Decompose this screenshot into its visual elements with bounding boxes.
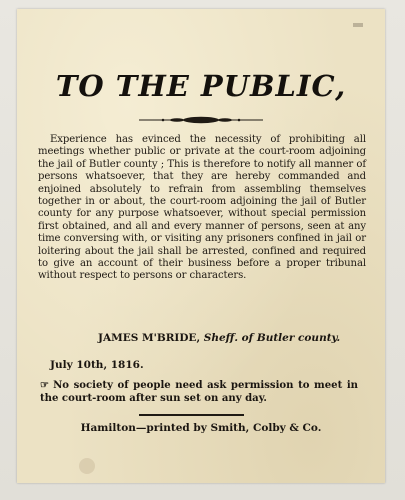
- pointing-hand-icon: ☞: [40, 380, 50, 391]
- library-stamp: [79, 458, 95, 474]
- signature-title: Sheff. of Butler county.: [203, 332, 341, 344]
- proclamation-body: Experience has evinced the necessity of prohibiting all meetings whether public or private at the court-room adjoining the jail of Butler county ; This is therefore to notify all manner of persons whatsoever, that they are hereby commanded and enjoined absolutely to refrain from assembling themselves together in or about, the court-room adjoining the jail of Butler county for any purpose whatsoever, without special permission first obtained, and all and every manner of persons, seen at any time conversing with, or visiting any prisoners confined in jail or loitering about the jail shall be arrested, confined and required to give an account of their business before a proper tribunal without respect to persons or characters.: [38, 134, 366, 282]
- broadside-title: TO THE PUBLIC,: [55, 69, 347, 103]
- postscript-note: [40, 379, 358, 405]
- signature-line: [98, 332, 340, 344]
- postscript-text: No society of people need ask permission to meet in the court-room after sun set on any day.: [40, 380, 358, 404]
- printer-imprint: Hamilton—printed by Smith, Colby & Co.: [80, 422, 322, 434]
- imprint-rule: [139, 414, 244, 416]
- signature-name: JAMES M'BRIDE,: [98, 332, 201, 344]
- ornament-divider: [137, 115, 265, 125]
- proclamation-date: July 10th, 1816.: [50, 359, 144, 371]
- scan-mark: [353, 23, 363, 27]
- broadside-sheet: [17, 9, 385, 483]
